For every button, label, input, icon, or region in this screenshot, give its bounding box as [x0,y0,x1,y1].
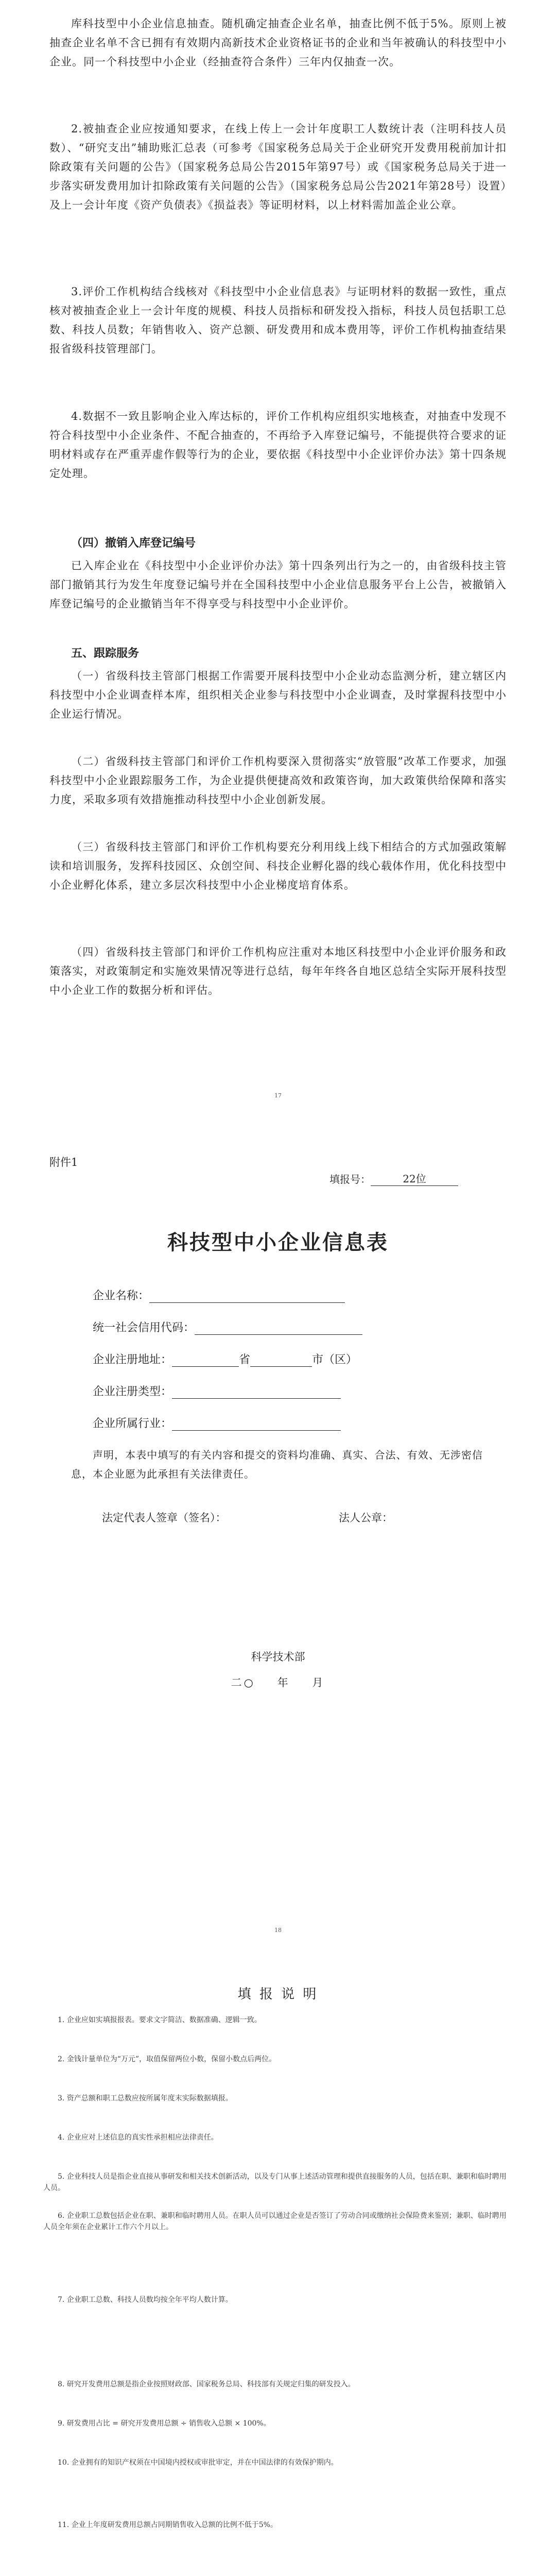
field-label: 企业注册地址： [93,1353,172,1366]
field-registration-type [93,1383,341,1399]
paragraph: 已入库企业在《科技型中小企业评价办法》第十四条列出行为之一的，由省级科技主管部门撤销其行为发生年度登记编号并在全国科技型中小企业信息服务平台上公告，被撤销入库登记编号的企业撤销当年不得享受与科技型中小企业评价。 [49,560,507,610]
instruction-item: 7. 企业职工总数、科技人员数均按全年平均人数计算。 [58,2296,233,2304]
instruction-item: 11. 企业上年度研发费用总额占同期销售收入总额的比例不低于5%。 [58,2521,277,2530]
instructions-title: 填 报 说 明 [237,1987,319,2002]
field-address [93,1351,357,1367]
paragraph: 2.被抽查企业应按通知要求，在线上传上一会计年度职工人数统计表（注明科技人员数）、“研究支出”辅助账汇总表（可参考《国家税务总局关于企业研究开发费用税前加计扣除政策有关问题的公告》（国家税务总局公告2015年第97号）或《国家税务总局关于进一步落实研发费用加计扣除政策有关问题的公告》（国家税务总局公告2021年第28号）设置）及上一会计年度《资产负债表》《损益表》等证明材料，以上材料需加盖企业公章。 [49,123,507,211]
instruction-item: 9. 研发费用占比 = 研究开发费用总额 ÷ 销售收入总额 × 100%。 [58,2419,271,2428]
city-input[interactable] [250,1353,312,1367]
page-number: 17 [274,1092,282,1099]
fill-number-label: 填报号： [329,1173,371,1185]
city-label: 市（区） [312,1353,358,1366]
province-label: 省 [239,1353,251,1366]
company-name-input[interactable] [149,1289,345,1303]
document-page-1 [0,0,556,1123]
industry-input[interactable] [172,1417,341,1431]
legal-rep-signature: 法定代表人签章（签名）： [102,1512,227,1524]
field-label: 统一社会信用代码： [93,1321,195,1334]
fill-number [329,1171,458,1186]
instruction-item: 4. 企业应对上述信息的真实性承担相应法律责任。 [58,2133,218,2142]
instruction-item: 10. 企业拥有的知识产权须在中国境内授权或审批审定，并在中国法律的有效保护期内。 [58,2458,338,2467]
field-label: 企业名称： [93,1290,150,1302]
attachment-label: 附件1 [49,1156,78,1168]
paragraph: （四）省级科技主管部门和评价工作机构应注重对本地区科技型中小企业评价服务和政策落实，对政策制定和实施效果情况等进行总结，每年年终各自地区总结全实际开展科技型中小企业工作的数据分析和评估。 [49,946,507,996]
paragraph: 3.评价工作机构结合线核对《科技型中小企业信息表》与证明材料的数据一致性，重点核对被抽查企业上一会计年度的规模、科技人员指标和研发投入指标，科技人员包括职工总数、科技人员数；年销售收入、资产总额、研发费用和成本费用等，评价工作机构抽查结果报省级科技管理部门。 [49,285,507,355]
issue-date: 二○ 年 月 [231,1676,325,1689]
instruction-item: 5. 企业科技人员是指企业直接从事研发和相关技术创新活动，以及专门从事上述活动管理和提供直接服务的人员，包括在职、兼职和临时聘用人员。 [43,2173,507,2192]
section-heading: （四）撤销入库登记编号 [71,536,196,550]
company-seal: 法人公章： [339,1512,393,1524]
page-number: 18 [274,1927,282,1934]
paragraph: （一）省级科技主管部门根据工作需要开展科技型中小企业动态监测分析，建立辖区内科技型中小企业调查样本库，组织相关企业参与科技型中小企业调查，及时掌握科技型中小企业运行情况。 [49,670,507,720]
section-heading: 五、跟踪服务 [71,647,140,660]
field-industry [93,1415,341,1431]
field-label: 企业注册类型： [93,1385,172,1398]
field-credit-code [93,1319,362,1335]
document-page-3 [0,1963,556,2576]
declaration: 声明，本表中填写的有关内容和提交的资料均准确、真实、合法、有效、无涉密信息，本企业愿为此承担有关法律责任。 [71,1449,483,1480]
instruction-item: 2. 金钱计量单位为“万元”，取值保留两位小数，保留小数点后两位。 [58,2055,276,2063]
instruction-item: 8. 研究开发费用总额是指企业按照财政部、国家税务总局、科技部有关规定归集的研发投入。 [58,2380,355,2388]
document-page-2 [0,1123,556,1963]
paragraph: （二）省级科技主管部门和评价工作机构要深入贯彻落实“放管服”改革工作要求，加强科技型中小企业跟踪服务工作，为企业提供便捷高效和政策咨询，加大政策供给保障和落实力度，采取多项有效措施推动科技型中小企业创新发展。 [49,755,507,806]
instruction-item: 1. 企业应如实填报报表。要求文字简洁、数据准确、逻辑一致。 [58,2016,262,2024]
registration-type-input[interactable] [172,1385,341,1399]
paragraph: 库科技型中小企业信息抽查。随机确定抽查企业名单，抽查比例不低于5%。原则上被抽查企业名单不含已拥有有效期内高新技术企业资格证书的企业和当年被确认的科技型中小企业。同一个科技型中小企业（经抽查符合条件）三年内仅抽查一次。 [49,18,507,68]
issuer: 科学技术部 [251,1651,305,1663]
field-label: 企业所属行业： [93,1417,172,1430]
field-company-name [93,1287,345,1303]
instruction-item: 3. 资产总额和职工总数应按所属年度末实际数据填报。 [58,2094,233,2103]
credit-code-input[interactable] [195,1321,362,1335]
instruction-item: 6. 企业职工总数包括企业在职、兼职和临时聘用人员。在职人员可以通过企业是否签订了劳动合同或缴纳社会保险费来鉴别；兼职、临时聘用人员全年须在企业累计工作六个月以上。 [43,2212,507,2231]
paragraph: （三）省级科技主管部门和评价工作机构要充分利用线上线下相结合的方式加强政策解读和培训服务，发挥科技园区、众创空间、科技企业孵化器的线心载体作用，优化科技型中小企业孵化体系，建立多层次科技型中小企业梯度培育体系。 [49,841,507,891]
paragraph: 4.数据不一致且影响企业入库达标的，评价工作机构应组织实地核查，对抽查中发现不符合科技型中小企业条件、不配合抽查的，不再给予入库登记编号，不能提供符合要求的证明材料或存在严重弄虚作假等行为的企业，要依据《科技型中小企业评价办法》第十四条规定处理。 [49,410,507,480]
fill-number-value: 22位 [371,1171,458,1186]
form-title: 科技型中小企业信息表 [167,1230,389,1255]
province-input[interactable] [172,1353,239,1367]
